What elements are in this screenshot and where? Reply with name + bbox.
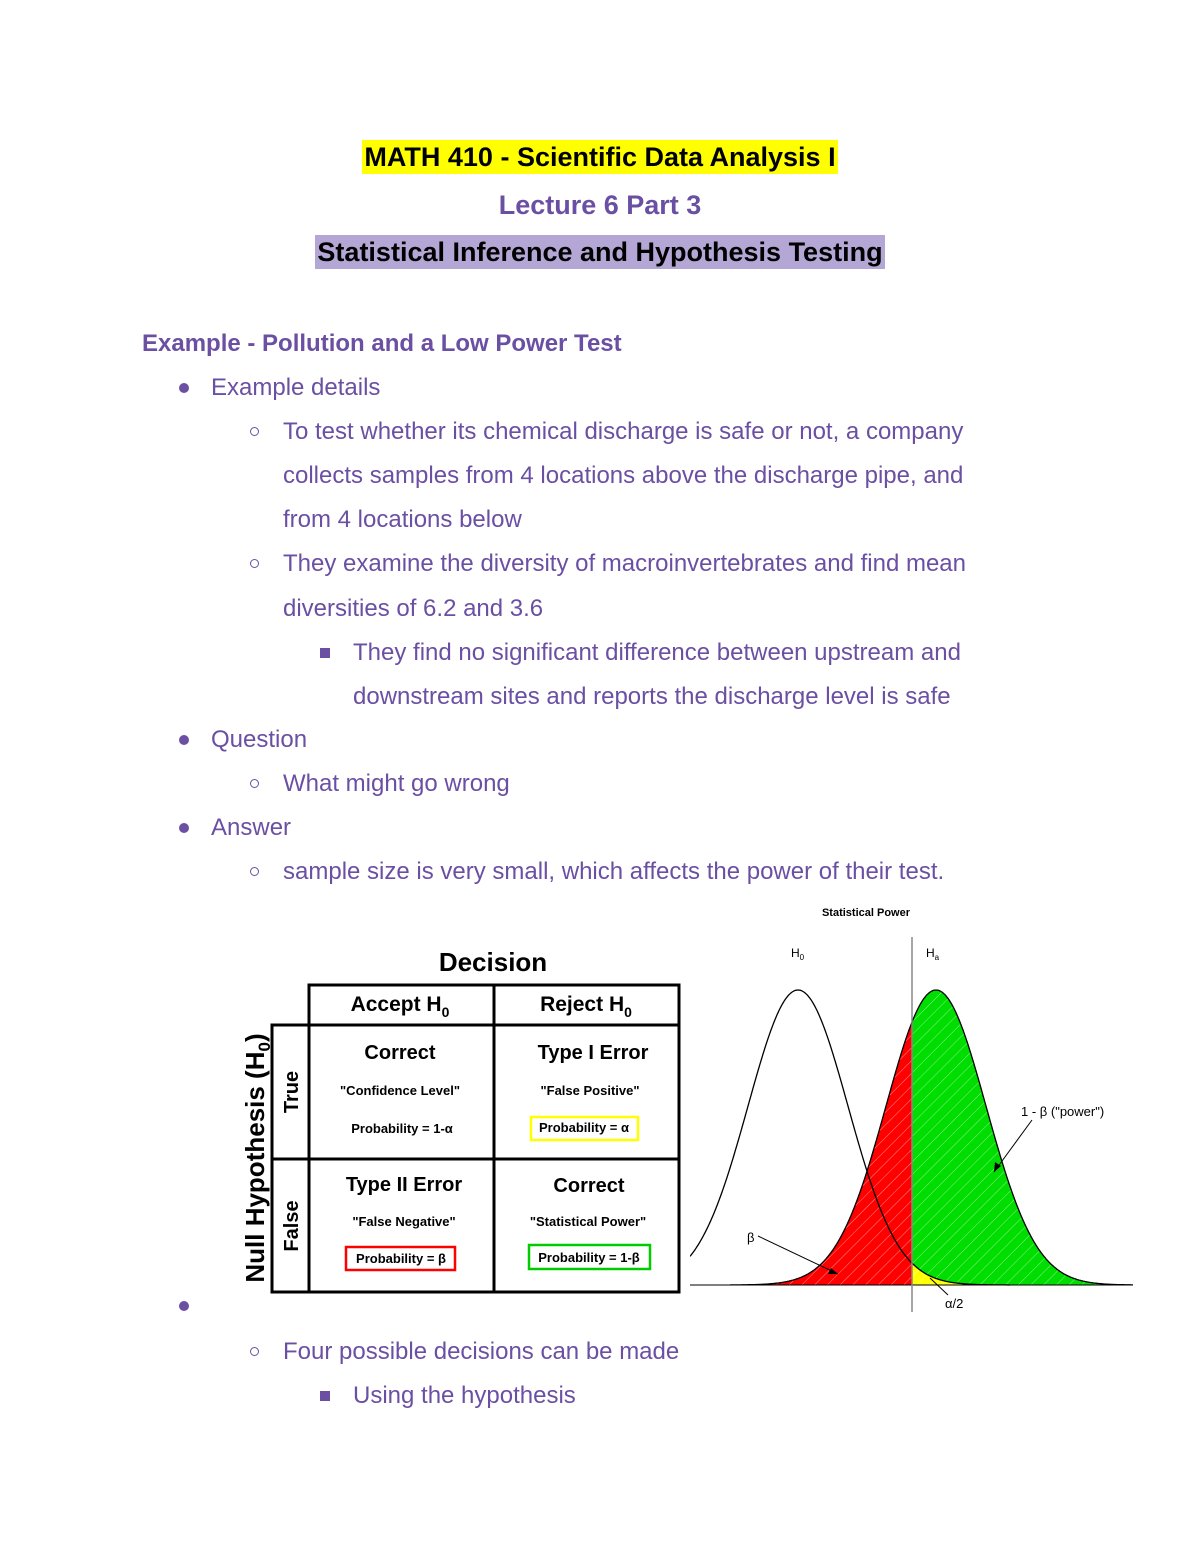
cell-false-positive: "False Positive" — [540, 1083, 640, 1098]
cell-statistical-power: "Statistical Power" — [529, 1214, 647, 1229]
cell-correct-title: Correct — [364, 1042, 436, 1064]
after-line1: Four possible decisions can be made — [283, 1338, 680, 1365]
cell-prob-1-alpha: Probability = 1-α — [351, 1121, 453, 1136]
document-title: MATH 410 - Scientific Data Analysis I — [364, 142, 836, 172]
cell-prob-alpha: Probability = α — [539, 1120, 629, 1135]
ha-label: $H_a$ — [926, 946, 940, 962]
question-label: Question — [211, 726, 308, 753]
row-label-true: True — [281, 1070, 303, 1114]
cell-prob-1-beta: Probability = 1-β — [538, 1250, 640, 1265]
cell-type2-title: Type II Error — [345, 1174, 463, 1196]
col-header-accept: Accept $H_0$ — [350, 993, 450, 1020]
bullet-dot — [179, 383, 189, 393]
h0-label: $H_0$ — [791, 946, 805, 962]
detail3-line2: downstream sites and reports the discharge level is safe — [353, 683, 951, 710]
details-label: Example details — [211, 374, 381, 401]
bullet-dot — [179, 823, 189, 833]
alpha-label: α/2 — [945, 1296, 964, 1311]
answer-text: sample size is very small, which affects the power of their test. — [283, 858, 945, 885]
statistical-power-figure — [690, 900, 1140, 1320]
after-line2: Using the hypothesis — [353, 1382, 576, 1409]
detail3-line1: They find no significant difference between upstream and — [353, 639, 961, 666]
lecture-subtitle: Lecture 6 Part 3 — [498, 190, 702, 220]
hatch-overlay — [730, 990, 1133, 1285]
topic-heading: Statistical Inference and Hypothesis Testing — [317, 237, 883, 267]
cell-prob-beta: Probability = β — [356, 1251, 446, 1266]
bullet-circle — [250, 779, 259, 788]
decision-table-figure — [220, 940, 690, 1300]
section-heading: Example - Pollution and a Low Power Test — [142, 330, 622, 357]
question-text: What might go wrong — [283, 770, 510, 797]
detail2-line2: diversities of 6.2 and 3.6 — [283, 595, 544, 622]
detail1-line2: collects samples from 4 locations above the discharge pipe, and — [283, 462, 964, 489]
bullet-square — [320, 1391, 330, 1401]
power-label: 1 - β ("power") — [1021, 1104, 1105, 1119]
cell-correct2-title: Correct — [553, 1175, 625, 1197]
bullet-square — [320, 648, 330, 658]
bullet-circle — [250, 559, 259, 568]
beta-arrow — [758, 1236, 838, 1274]
answer-label: Answer — [211, 814, 292, 841]
cell-type1-title: Type I Error — [537, 1042, 649, 1064]
cell-false-negative: "False Negative" — [352, 1214, 456, 1229]
row-label-false: False — [281, 1200, 303, 1252]
power-plot-title: Statistical Power — [821, 907, 911, 919]
detail1-line1: To test whether its chemical discharge is safe or not, a company — [283, 418, 964, 445]
decision-title: Decision — [438, 947, 548, 977]
power-arrow — [994, 1120, 1032, 1172]
col-header-reject: Reject $H_0$ — [540, 993, 632, 1020]
bullet-circle — [250, 427, 259, 436]
bullet-dot — [179, 735, 189, 745]
detail2-line1: They examine the diversity of macroinvertebrates and find mean — [283, 550, 967, 577]
bullet-dot — [179, 1301, 189, 1311]
row-axis-label: Null Hypothesis $(H_0)$ — [240, 1033, 274, 1283]
bullet-circle — [250, 1347, 259, 1356]
detail1-line3: from 4 locations below — [283, 506, 522, 533]
bullet-circle — [250, 867, 259, 876]
cell-confidence-level: "Confidence Level" — [340, 1083, 460, 1098]
beta-label: β — [747, 1230, 755, 1245]
